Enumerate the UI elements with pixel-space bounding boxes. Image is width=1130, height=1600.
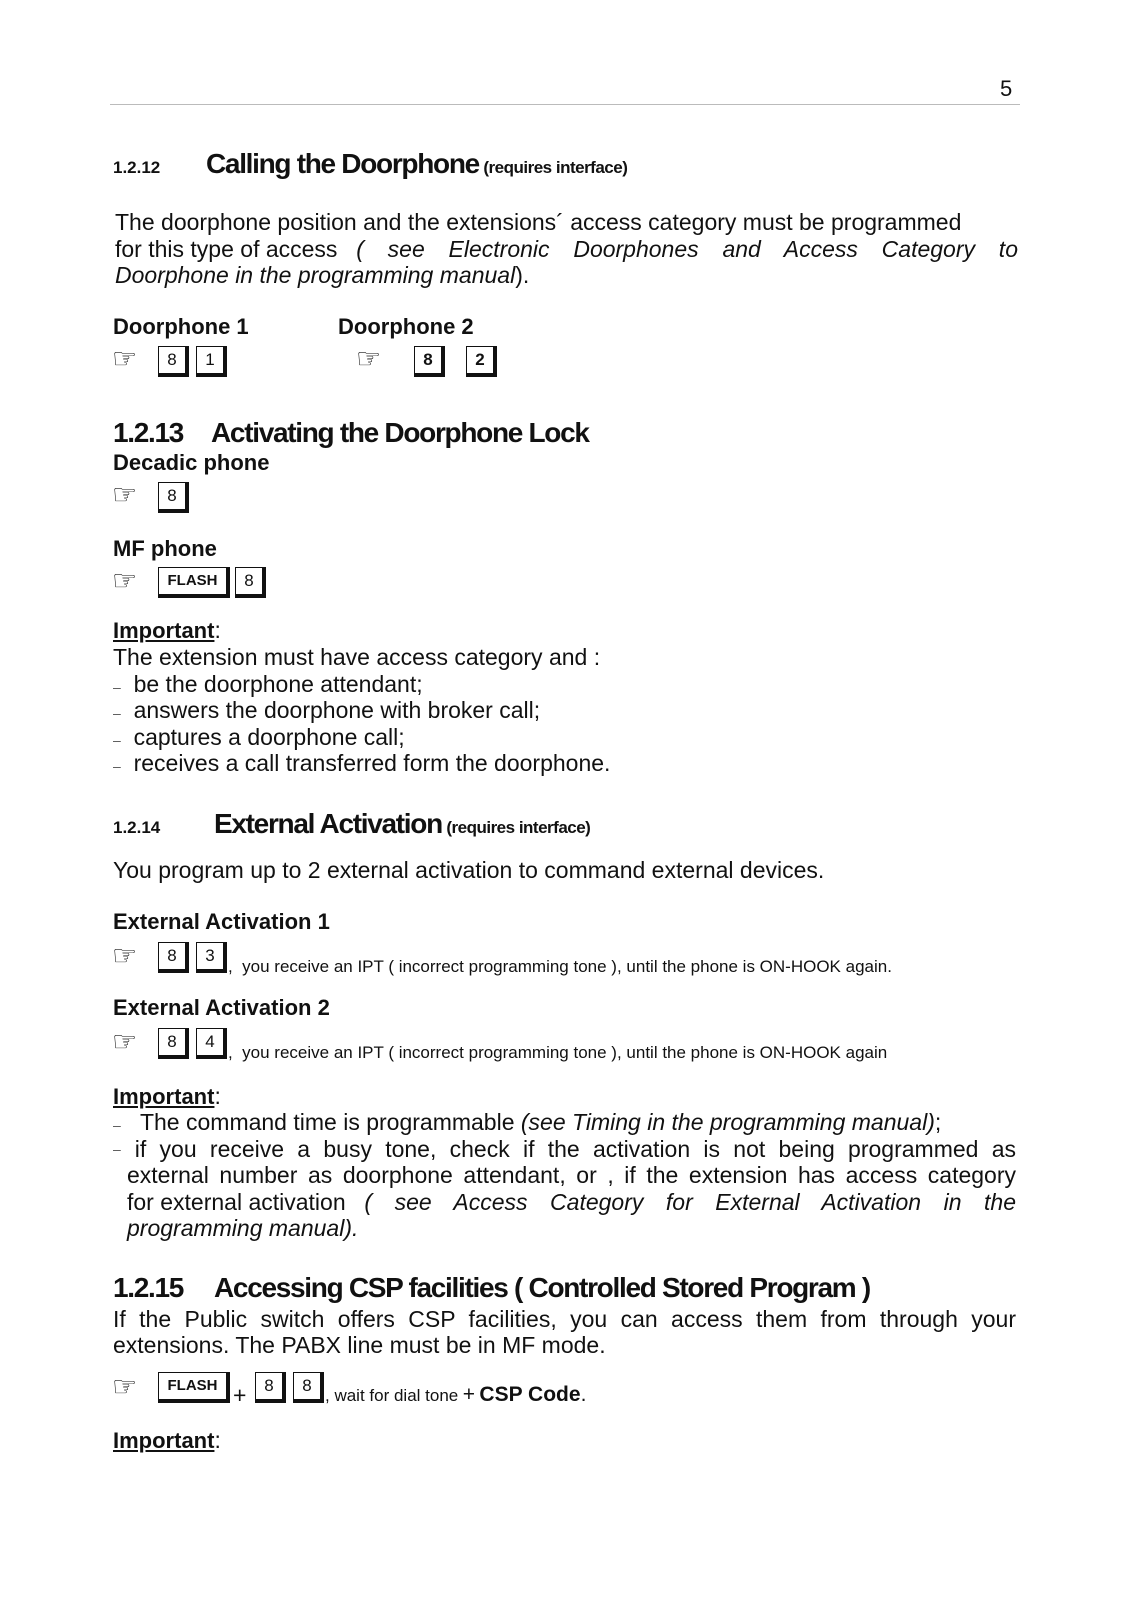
key-flash: FLASH [158,567,230,598]
paragraph-line: extensions. The PABX line must be in MF mode. [113,1332,606,1358]
key-8: 8 [235,567,266,598]
pointing-hand-icon: ☞ [356,343,382,374]
pointing-hand-icon: ☞ [112,343,138,374]
important-label: Important: [113,617,221,643]
pointing-hand-icon: ☞ [112,1026,138,1057]
section-title: External Activation [214,808,442,839]
paragraph-line: The doorphone position and the extensions´ access category must be programmed [115,209,962,235]
text: ; [934,1109,942,1135]
section-number: 1.2.13 [113,417,184,448]
page-number: 5 [1000,76,1013,101]
italic-reference: ( see Electronic Doorphones and Access Category to [356,236,1018,262]
paragraph-line-2 [115,236,1018,263]
wait-text: , wait for dial tone [325,1386,459,1405]
section-heading-1-2-15 [113,1272,870,1304]
section-heading-1-2-12 [206,148,627,180]
plus-sign: + [233,1382,247,1408]
list-item-text: answers the doorphone with broker call; [133,697,541,723]
list-item [113,697,540,727]
csp-code-label: CSP Code [479,1383,581,1406]
section-note: (requires interface) [483,158,628,177]
external-activation-2-text: , you receive an IPT ( incorrect programming tone ), until the phone is ON-HOOK again [228,1043,888,1062]
key-8: 8 [293,1372,324,1403]
key-3: 3 [196,942,227,973]
list-item-line: external number as doorphone attendant, or , if the extension has access category [127,1162,1016,1188]
section-heading-1-2-14 [214,808,590,840]
section-number: 1.2.15 [113,1272,184,1303]
section-title: Activating the Doorphone Lock [211,417,589,448]
list-item-text: receives a call transferred form the doorphone. [133,750,611,776]
section-number-1-2-14: 1.2.14 [113,818,161,837]
section-number-1-2-12: 1.2.12 [113,158,161,177]
italic-reference: ( see Access Category for External Activation in the [364,1189,1016,1215]
italic-reference: Doorphone in the programming manual [115,262,516,288]
mf-phone-label: MF phone [113,536,217,561]
paragraph-line: If the Public switch offers CSP facilities, you can access them from through your [113,1306,1016,1332]
decadic-phone-label: Decadic phone [113,450,270,475]
important-word: Important [113,1428,215,1453]
key-8: 8 [158,346,189,377]
list-dash-icon: – [113,1141,121,1157]
list-item [113,1109,941,1139]
doorphone-1-label: Doorphone 1 [113,314,249,339]
text: for external activation [127,1189,359,1215]
section-title: Accessing CSP facilities ( Controlled Stored Program ) [214,1272,870,1303]
text: for this type of access [115,236,351,262]
paragraph-line-3 [115,262,1018,289]
list-item [113,1136,1016,1163]
important-label: Important: [113,1083,221,1109]
doorphone-2-label: Doorphone 2 [338,314,474,339]
list-item-text: be the doorphone attendant; [133,671,423,697]
key-8: 8 [158,1028,189,1059]
list-dash-icon: – [113,705,121,721]
list-item-text: if you receive a busy tone, check if the activation is not being programmed as [134,1136,1016,1162]
list-dash-icon: – [113,679,121,695]
key-1: 1 [196,346,227,377]
section-heading-1-2-13 [113,417,589,449]
header-rule [110,104,1020,105]
key-4: 4 [196,1028,227,1059]
list-dash-icon: – [113,1117,121,1133]
pointing-hand-icon: ☞ [112,940,138,971]
key-8: 8 [255,1372,286,1403]
important-label: Important: [113,1427,221,1453]
period: . [580,1383,587,1406]
list-dash-icon: – [113,758,121,774]
key-8: 8 [158,942,189,973]
list-item-line [127,1189,1016,1216]
important-word: Important [113,1084,215,1109]
key-8: 8 [414,346,445,377]
italic-reference: (see Timing in the programming manual) [520,1109,935,1135]
pointing-hand-icon: ☞ [112,565,138,596]
list-item-text: captures a doorphone call; [133,724,405,750]
section-note: (requires interface) [446,818,591,837]
important-intro: The extension must have access category and : [113,644,601,670]
csp-instruction [325,1383,586,1407]
list-item [113,750,610,780]
external-activation-1-label: External Activation 1 [113,909,330,934]
text: The command time is programmable [139,1109,521,1135]
external-activation-2-label: External Activation 2 [113,995,330,1020]
key-2: 2 [466,346,497,377]
list-dash-icon: – [113,732,121,748]
plus-sign: + [462,1383,475,1406]
external-activation-1-text: , you receive an IPT ( incorrect programming tone ), until the phone is ON-HOOK again. [228,957,892,976]
key-8: 8 [158,482,189,513]
external-activation-intro: You program up to 2 external activation to command external devices. [113,857,825,883]
key-flash: FLASH [158,1372,230,1403]
text: ). [515,262,530,288]
paragraph-doorphone-intro [115,209,1018,236]
important-word: Important [113,618,215,643]
section-title: Calling the Doorphone [206,148,479,179]
pointing-hand-icon: ☞ [112,479,138,510]
pointing-hand-icon: ☞ [112,1371,138,1402]
list-item-line: programming manual). [127,1215,359,1241]
